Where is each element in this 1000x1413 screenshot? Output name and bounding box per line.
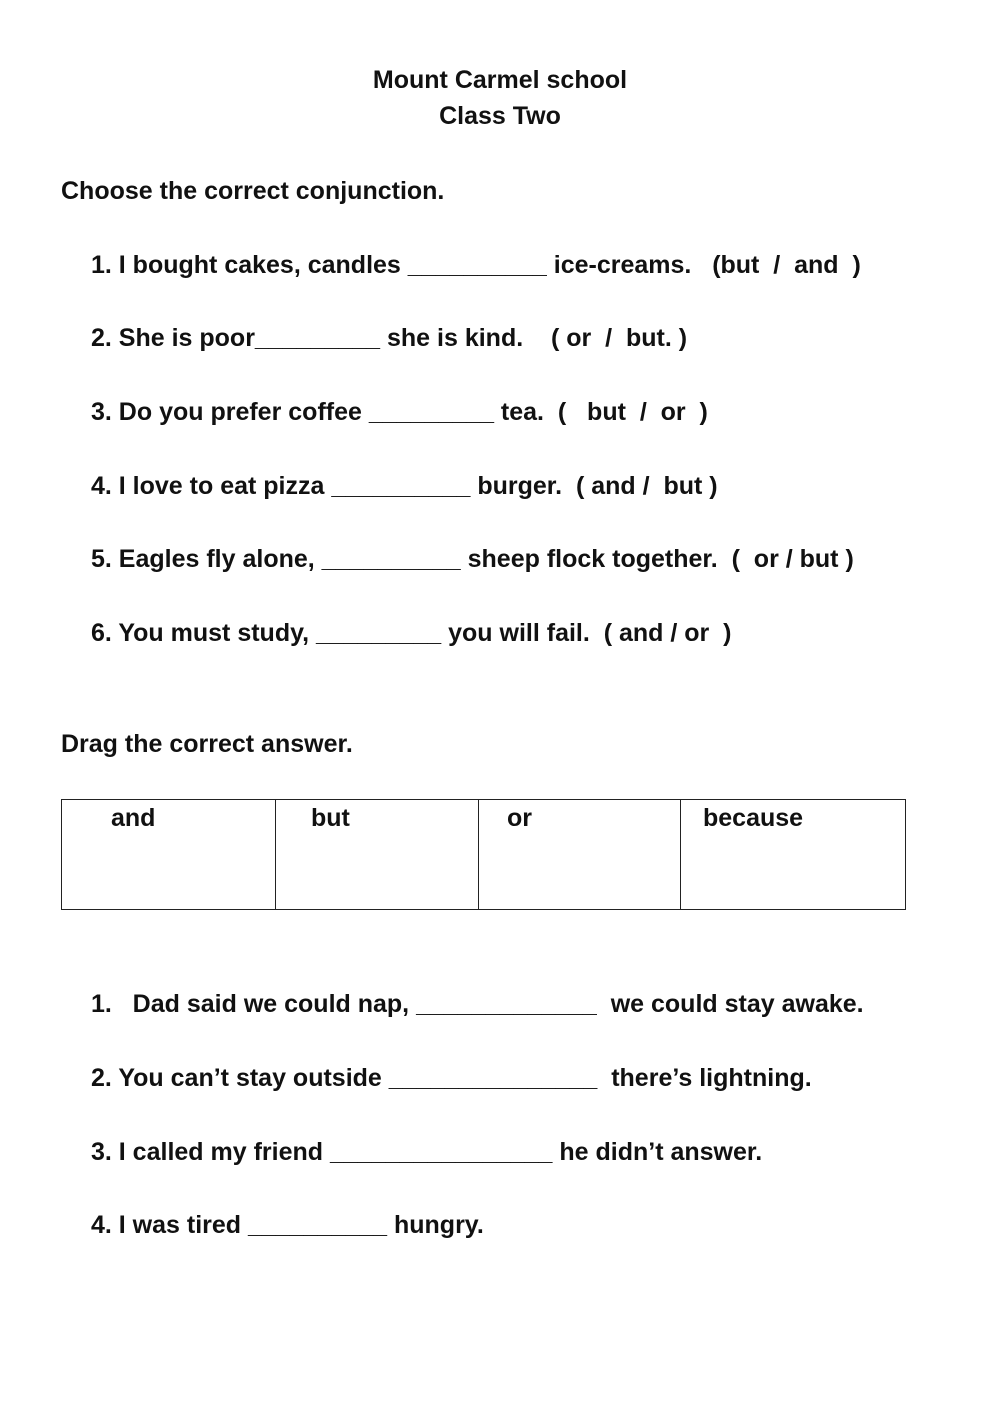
section2-question[interactable]: 2. You can’t stay outside _______________ there’s lightning.: [91, 1064, 812, 1092]
section1-question: 6. You must study, _________ you will fail. ( and / or ): [91, 619, 732, 647]
section2-instruction: Drag the correct answer.: [61, 730, 353, 758]
section1-instruction: Choose the correct conjunction.: [61, 177, 445, 205]
answer-options-table: [61, 799, 906, 910]
section2-question[interactable]: 4. I was tired __________ hungry.: [91, 1211, 484, 1239]
section1-question: 3. Do you prefer coffee _________ tea. ( but / or ): [91, 398, 708, 426]
class-title: Class Two: [439, 102, 561, 130]
answer-option-cell[interactable]: [681, 800, 906, 910]
section2-question[interactable]: 3. I called my friend ________________ he didn’t answer.: [91, 1138, 763, 1166]
answer-option-but[interactable]: but: [311, 804, 350, 832]
section1-question: 2. She is poor_________ she is kind. ( or / but. ): [91, 324, 688, 352]
answer-option-and[interactable]: and: [111, 804, 156, 832]
answer-option-or[interactable]: or: [507, 804, 532, 832]
school-title: Mount Carmel school: [372, 66, 628, 94]
answer-option-cell[interactable]: [276, 800, 479, 910]
answer-option-cell[interactable]: [479, 800, 681, 910]
section1-question: 1. I bought cakes, candles __________ ice-creams. (but / and ): [91, 251, 861, 279]
answer-option-because[interactable]: because: [703, 804, 804, 832]
section1-question: 4. I love to eat pizza __________ burger. ( and / but ): [91, 472, 718, 500]
section1-question: 5. Eagles fly alone, __________ sheep flock together. ( or / but ): [91, 545, 854, 573]
answer-option-cell[interactable]: [62, 800, 276, 910]
section2-question[interactable]: 1. Dad said we could nap, _____________ we could stay awake.: [91, 990, 864, 1018]
